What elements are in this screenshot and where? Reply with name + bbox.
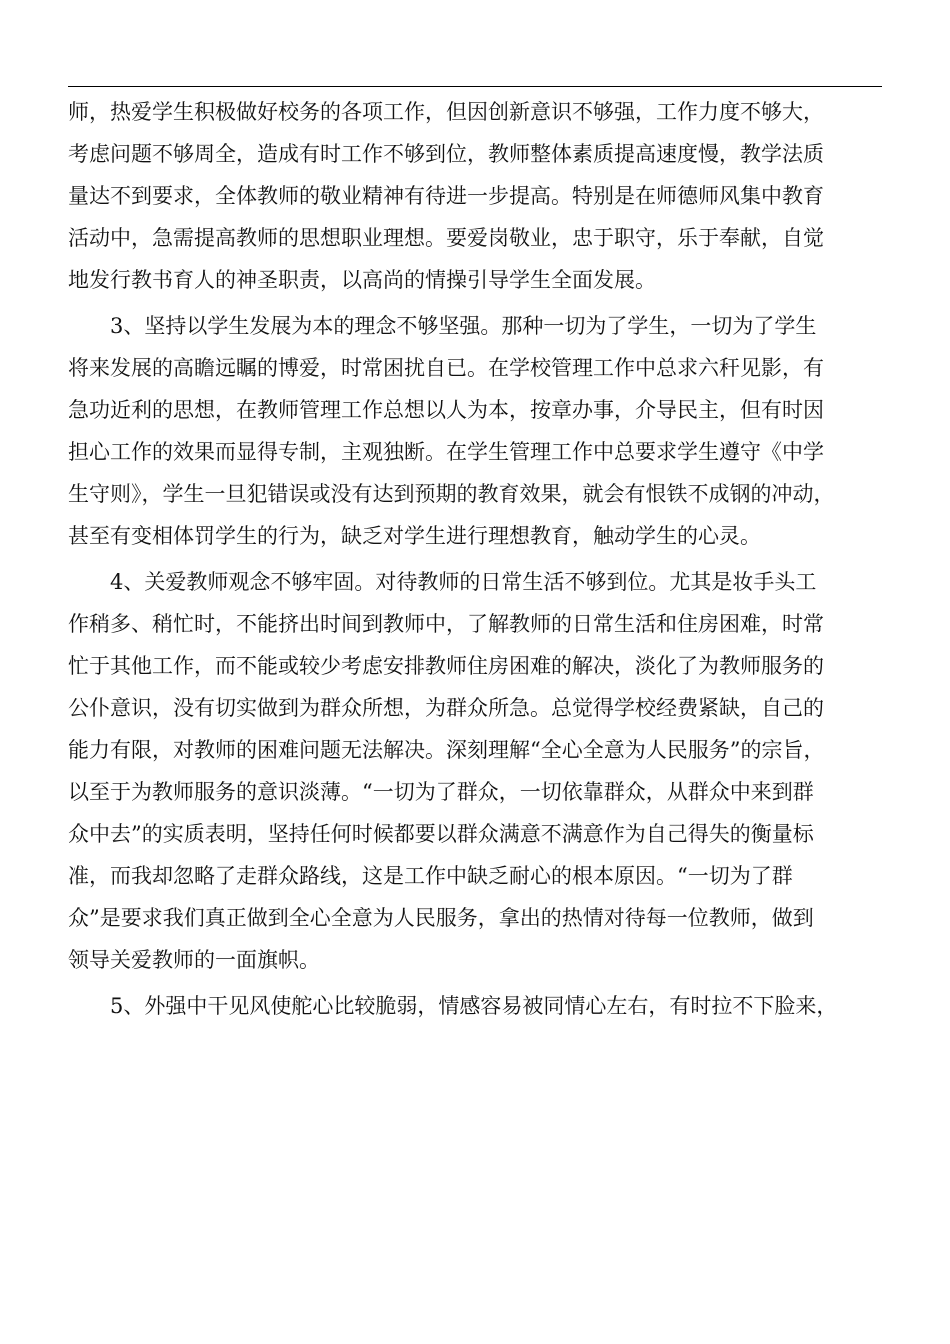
text-line: 能力有限，对教师的困难问题无法解决。深刻理解“全心全意为人民服务”的宗旨，	[68, 738, 825, 762]
text-line: 3、坚持以学生发展为本的理念不够坚强。那种一切为了学生，一切为了学生	[110, 314, 817, 338]
text-line: 活动中，急需提高教师的思想职业理想。要爱岗敬业，忠于职守，乐于奉献，自觉	[68, 226, 824, 250]
text-line: 作稍多、稍忙时，不能挤出时间到教师中，了解教师的日常生活和住房困难，时常	[68, 612, 824, 636]
paragraph-5	[68, 986, 882, 1026]
paragraph-continued	[68, 92, 882, 300]
text-line: 众”是要求我们真正做到全心全意为人民服务，拿出的热情对待每一位教师，做到	[68, 906, 814, 930]
paragraph-4	[68, 562, 882, 980]
header-rule	[68, 86, 882, 87]
text-line: 公仆意识，没有切实做到为群众所想，为群众所急。总觉得学校经费紧缺，自己的	[68, 696, 824, 720]
text-line: 甚至有变相体罚学生的行为，缺乏对学生进行理想教育，触动学生的心灵。	[68, 524, 761, 548]
text-line: 4、关爱教师观念不够牢固。对待教师的日常生活不够到位。尤其是妆手头工	[110, 570, 817, 594]
text-line: 考虑问题不够周全，造成有时工作不够到位，教师整体素质提高速度慢，教学法质	[68, 142, 824, 166]
text-line: 忙于其他工作，而不能或较少考虑安排教师住房困难的解决，淡化了为教师服务的	[68, 654, 824, 678]
text-line: 地发行教书育人的神圣职责，以高尚的情操引导学生全面发展。	[68, 268, 656, 292]
text-line: 准，而我却忽略了走群众路线，这是工作中缺乏耐心的根本原因。“一切为了群	[68, 864, 793, 888]
text-line: 生守则》，学生一旦犯错误或没有达到预期的教育效果，就会有恨铁不成钢的冲动，	[68, 482, 835, 506]
paragraph-3	[68, 306, 882, 556]
text-line: 师，热爱学生积极做好校务的各项工作，但因创新意识不够强，工作力度不够大，	[68, 100, 824, 124]
text-line: 众中去”的实质表明，坚持任何时候都要以群众满意不满意作为自己得失的衡量标	[68, 822, 814, 846]
text-line: 担心工作的效果而显得专制，主观独断。在学生管理工作中总要求学生遵守《中学	[68, 440, 824, 464]
text-line: 急功近利的思想，在教师管理工作总想以人为本，按章办事，介导民主，但有时因	[68, 398, 824, 422]
document-body	[68, 92, 882, 1028]
text-line: 以至于为教师服务的意识淡薄。“一切为了群众，一切依靠群众，从群众中来到群	[68, 780, 814, 804]
text-line: 量达不到要求，全体教师的敬业精神有待进一步提高。特别是在师德师风集中教育	[68, 184, 824, 208]
text-line: 5、外强中干见风使舵心比较脆弱，情感容易被同情心左右，有时拉不下脸来，	[110, 994, 838, 1018]
text-line: 将来发展的高瞻远瞩的博爱，时常困扰自已。在学校管理工作中总求六秆见影，有	[68, 356, 824, 380]
text-line: 领导关爱教师的一面旗帜。	[68, 948, 320, 972]
